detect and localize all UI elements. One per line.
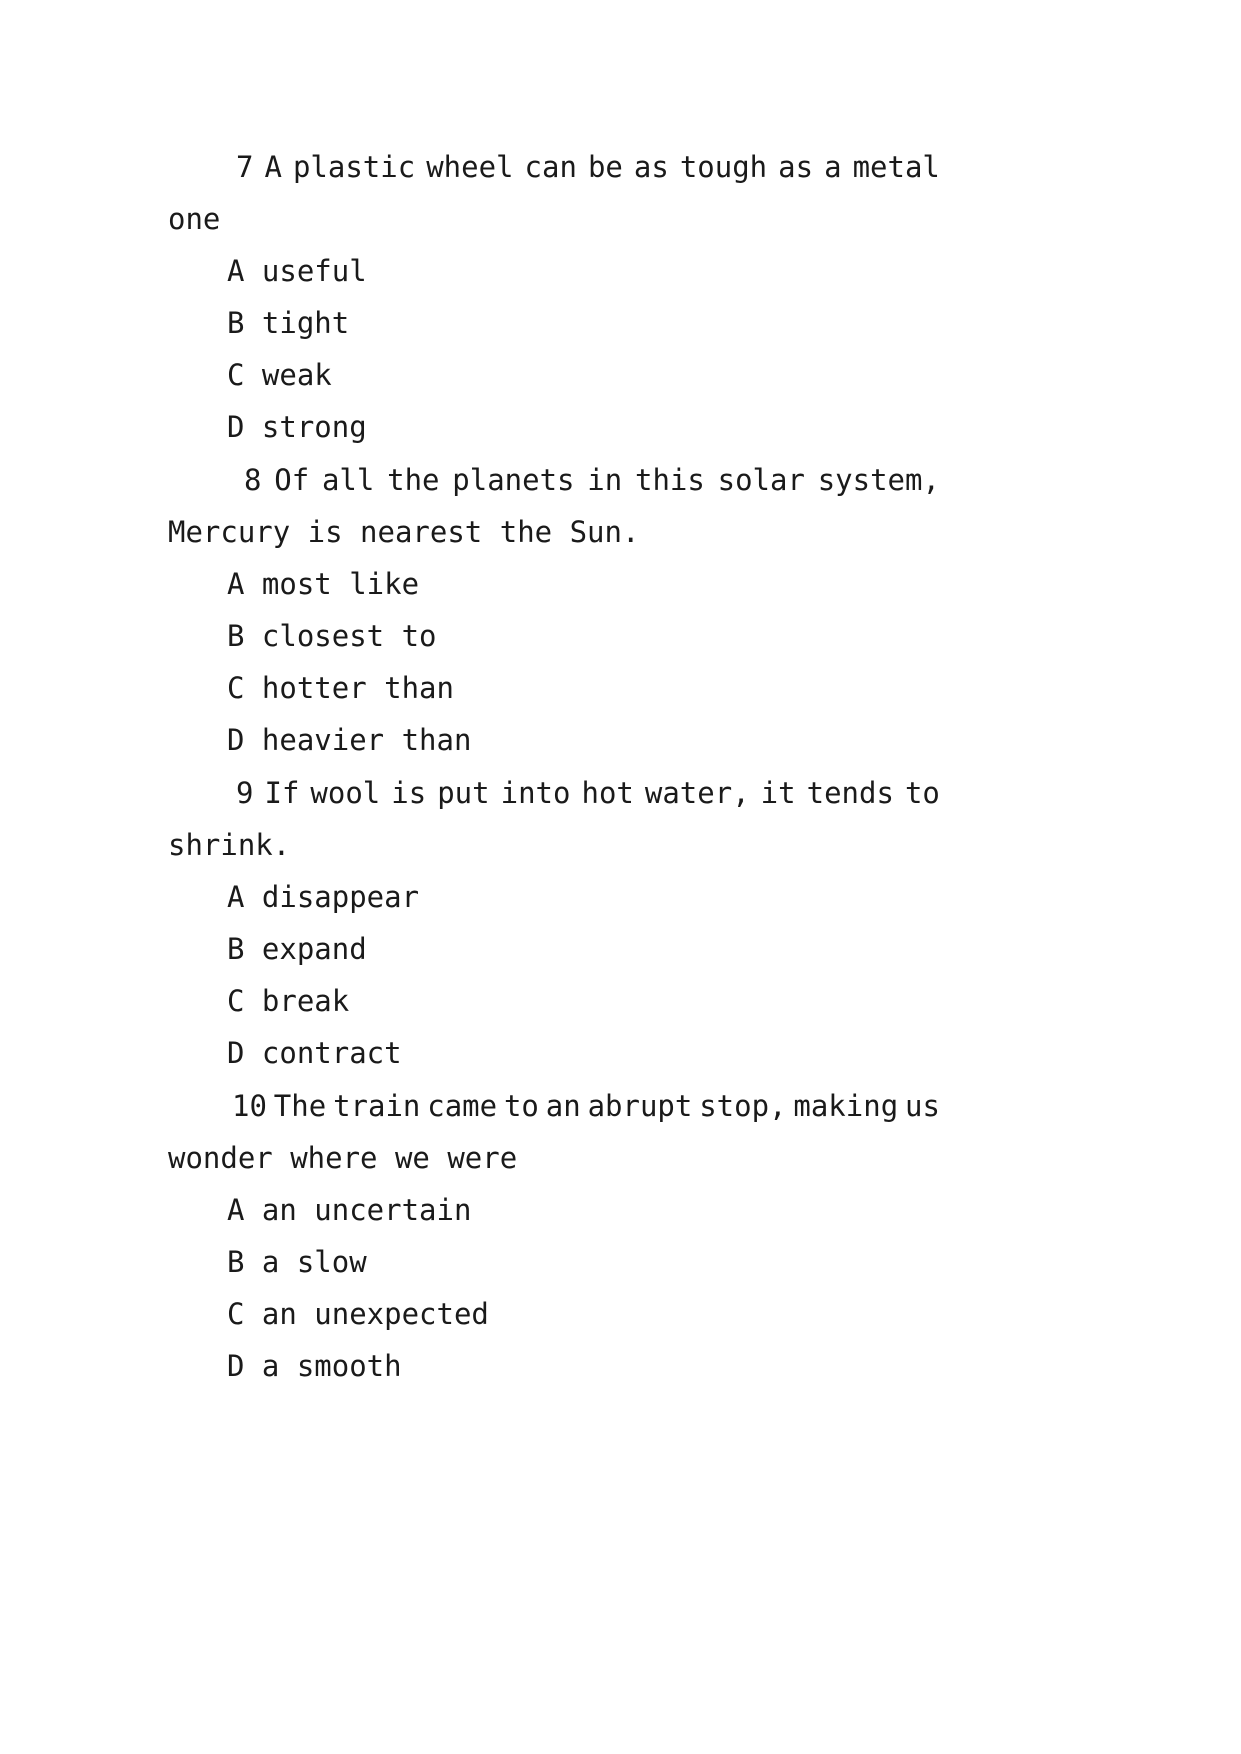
stem-word: planets [452,463,575,497]
stem-word: metal [852,150,940,184]
answer-option: B closest to [227,619,437,653]
stem-word: Of [274,463,310,497]
stem-word: in [587,463,623,497]
stem-word: 8 [244,463,262,497]
answer-option: A most like [227,567,420,601]
answer-option: C an unexpected [227,1297,489,1331]
stem-word: tends [806,776,894,810]
stem-word: 7 [236,150,254,184]
answer-option: D a smooth [227,1349,402,1383]
question-stem [244,460,940,500]
stem-word: hot [581,776,634,810]
stem-word: system, [817,463,940,497]
question-stem [236,147,940,187]
stem-word: The [273,1089,327,1123]
stem-word: abrupt [587,1089,693,1123]
answer-option: C hotter than [227,671,454,705]
stem-word: it [760,776,796,810]
stem-word: to [904,776,940,810]
answer-option: B tight [227,306,350,340]
question-stem [236,773,940,813]
stem-word: came [427,1089,498,1123]
stem-word: stop, [699,1089,787,1123]
answer-option: A useful [227,254,367,288]
stem-word: an [545,1089,581,1123]
question-stem-continuation: one [168,202,221,236]
stem-word: a [824,150,842,184]
stem-word: the [387,463,440,497]
stem-word: A [264,150,282,184]
stem-word: put [437,776,490,810]
stem-word: us [905,1089,940,1123]
answer-option: D contract [227,1036,402,1070]
stem-word: this [635,463,705,497]
answer-option: D strong [227,410,367,444]
question-stem-continuation: wonder where we were [168,1141,518,1175]
answer-option: C break [227,984,350,1018]
question-stem [232,1086,940,1126]
stem-word: If [264,776,300,810]
stem-word: plastic [292,150,416,184]
answer-option: C weak [227,358,332,392]
stem-word: to [503,1089,539,1123]
answer-option: A an uncertain [227,1193,472,1227]
answer-option: A disappear [227,880,420,914]
stem-word: all [321,463,375,497]
stem-word: be [587,150,623,184]
answer-option: B expand [227,932,367,966]
stem-word: solar [717,463,805,497]
stem-word: wool [310,776,381,810]
answer-option: D heavier than [227,723,472,757]
answer-option: B a slow [227,1245,367,1279]
stem-word: 10 [232,1089,267,1123]
stem-word: making [793,1089,899,1123]
question-stem-continuation: shrink. [168,828,291,862]
stem-word: into [500,776,571,810]
stem-word: train [333,1089,421,1123]
stem-word: as [633,150,669,184]
stem-word: is [391,776,427,810]
stem-word: as [778,150,814,184]
stem-word: can [524,150,577,184]
stem-word: 9 [236,776,254,810]
question-stem-continuation: Mercury is nearest the Sun. [168,515,640,549]
stem-word: wheel [426,150,514,184]
stem-word: water, [644,776,750,810]
stem-word: tough [679,150,768,184]
